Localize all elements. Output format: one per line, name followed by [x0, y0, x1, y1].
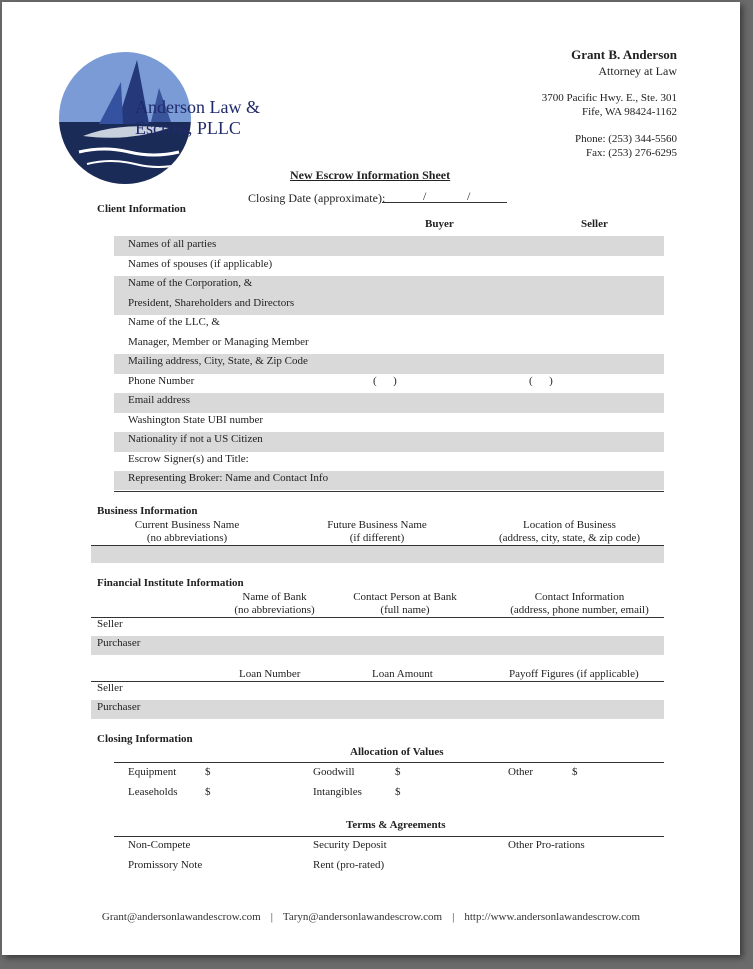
- divider: [91, 681, 664, 682]
- loan-amount-header: Loan Amount: [372, 668, 433, 680]
- client-row-label: Names of all parties: [128, 238, 217, 250]
- footer-separator: |: [270, 911, 273, 923]
- buyer-column-header: Buyer: [425, 218, 454, 230]
- business-info-heading: Business Information: [97, 505, 198, 517]
- intangibles-currency: $: [395, 786, 401, 798]
- terms-agreements-heading: Terms & Agreements: [346, 819, 446, 831]
- address-line1: 3700 Pacific Hwy. E., Ste. 301: [541, 92, 677, 104]
- buyer-phone-field[interactable]: ( ): [373, 375, 397, 387]
- attorney-name: Grant B. Anderson: [571, 47, 677, 62]
- attorney-title: Attorney at Law: [598, 64, 677, 78]
- bank-contact-header: Contact Person at Bank: [353, 591, 457, 603]
- client-row-label: Mailing address, City, State, & Zip Code: [128, 355, 308, 367]
- bank-name-sub: (no abbreviations): [234, 604, 315, 616]
- loan-seller-row-label: Seller: [97, 682, 123, 694]
- phone-number: Phone: (253) 344-5560: [574, 133, 677, 145]
- business-location-header: Location of Business: [523, 519, 616, 531]
- client-row-label: Escrow Signer(s) and Title:: [128, 453, 249, 465]
- address-line2: Fife, WA 98424-1162: [581, 106, 677, 118]
- contact-info-sub: (address, phone number, email): [510, 604, 649, 616]
- client-row-label: Names of spouses (if applicable): [128, 258, 273, 270]
- page-footer: [2, 911, 740, 923]
- firm-name-line1: Anderson Law &: [135, 97, 260, 117]
- future-business-name-sub: (if different): [349, 532, 405, 544]
- other-currency: $: [572, 766, 578, 778]
- financial-info-heading: Financial Institute Information: [97, 577, 244, 589]
- bank-name-header: Name of Bank: [242, 591, 307, 603]
- closing-date-field[interactable]: [382, 202, 507, 203]
- non-compete-label: Non-Compete: [128, 839, 191, 851]
- bank-purchaser-row-label: Purchaser: [97, 637, 141, 649]
- current-business-name-header: Current Business Name: [134, 519, 240, 531]
- fax-number: Fax: (253) 276-6295: [585, 147, 677, 159]
- client-row-label: Email address: [128, 394, 191, 406]
- other-prorations-label: Other Pro-rations: [508, 839, 585, 851]
- client-row-label: Manager, Member or Managing Member: [128, 336, 309, 348]
- payoff-figures-header: Payoff Figures (if applicable): [509, 668, 639, 680]
- future-business-name-header: Future Business Name: [327, 519, 427, 531]
- client-row-label: Nationality if not a US Citizen: [128, 433, 263, 445]
- document-page: [2, 2, 740, 955]
- client-row-label: President, Shareholders and Directors: [128, 297, 295, 309]
- client-row-label: Phone Number: [128, 375, 195, 387]
- seller-column-header: Seller: [581, 218, 608, 230]
- row-band: [114, 393, 664, 413]
- leaseholds-label: Leaseholds: [128, 786, 178, 798]
- other-label: Other: [508, 766, 534, 778]
- client-info-heading: Client Information: [97, 203, 186, 215]
- equipment-currency: $: [205, 766, 211, 778]
- client-row-label: Name of the LLC, &: [128, 316, 220, 328]
- bank-seller-row-label: Seller: [97, 618, 123, 630]
- loan-number-header: Loan Number: [239, 668, 301, 680]
- date-separator-1: /: [423, 189, 427, 203]
- firm-name-line2: Escrow, PLLC: [135, 118, 241, 138]
- date-separator-2: /: [467, 189, 471, 203]
- footer-email-taryn[interactable]: Taryn@andersonlawandescrow.com: [282, 911, 443, 923]
- row-band: [91, 636, 664, 655]
- contact-info-header: Contact Information: [534, 591, 625, 603]
- goodwill-label: Goodwill: [313, 766, 355, 778]
- intangibles-label: Intangibles: [313, 786, 362, 798]
- business-info-entry-row[interactable]: [91, 546, 664, 563]
- client-row-label: Washington State UBI number: [128, 414, 264, 426]
- divider: [114, 762, 664, 763]
- allocation-of-values-heading: Allocation of Values: [350, 746, 444, 758]
- client-row-label: Name of the Corporation, &: [128, 277, 253, 289]
- current-business-name-sub: (no abbreviations): [146, 532, 228, 544]
- business-location-sub: (address, city, state, & zip code): [498, 532, 640, 544]
- closing-info-heading: Closing Information: [97, 733, 193, 745]
- seller-phone-field[interactable]: ( ): [529, 375, 553, 387]
- row-band: [91, 700, 664, 719]
- promissory-note-label: Promissory Note: [128, 859, 203, 871]
- closing-date-label: Closing Date (approximate):: [248, 191, 386, 205]
- footer-separator: |: [452, 911, 455, 923]
- security-deposit-label: Security Deposit: [313, 839, 387, 851]
- bank-contact-sub: (full name): [380, 604, 430, 616]
- footer-email-grant[interactable]: Grant@andersonlawandescrow.com: [101, 911, 261, 923]
- form-title: New Escrow Information Sheet: [290, 168, 451, 182]
- leaseholds-currency: $: [205, 786, 211, 798]
- footer-website-link[interactable]: http://www.andersonlawandescrow.com: [464, 911, 641, 923]
- client-row-label: Representing Broker: Name and Contact Info: [128, 472, 329, 484]
- rent-prorated-label: Rent (pro-rated): [313, 859, 385, 871]
- divider: [91, 617, 664, 618]
- divider: [114, 491, 664, 492]
- divider: [114, 836, 664, 837]
- equipment-label: Equipment: [128, 766, 177, 778]
- goodwill-currency: $: [395, 766, 401, 778]
- loan-purchaser-row-label: Purchaser: [97, 701, 141, 713]
